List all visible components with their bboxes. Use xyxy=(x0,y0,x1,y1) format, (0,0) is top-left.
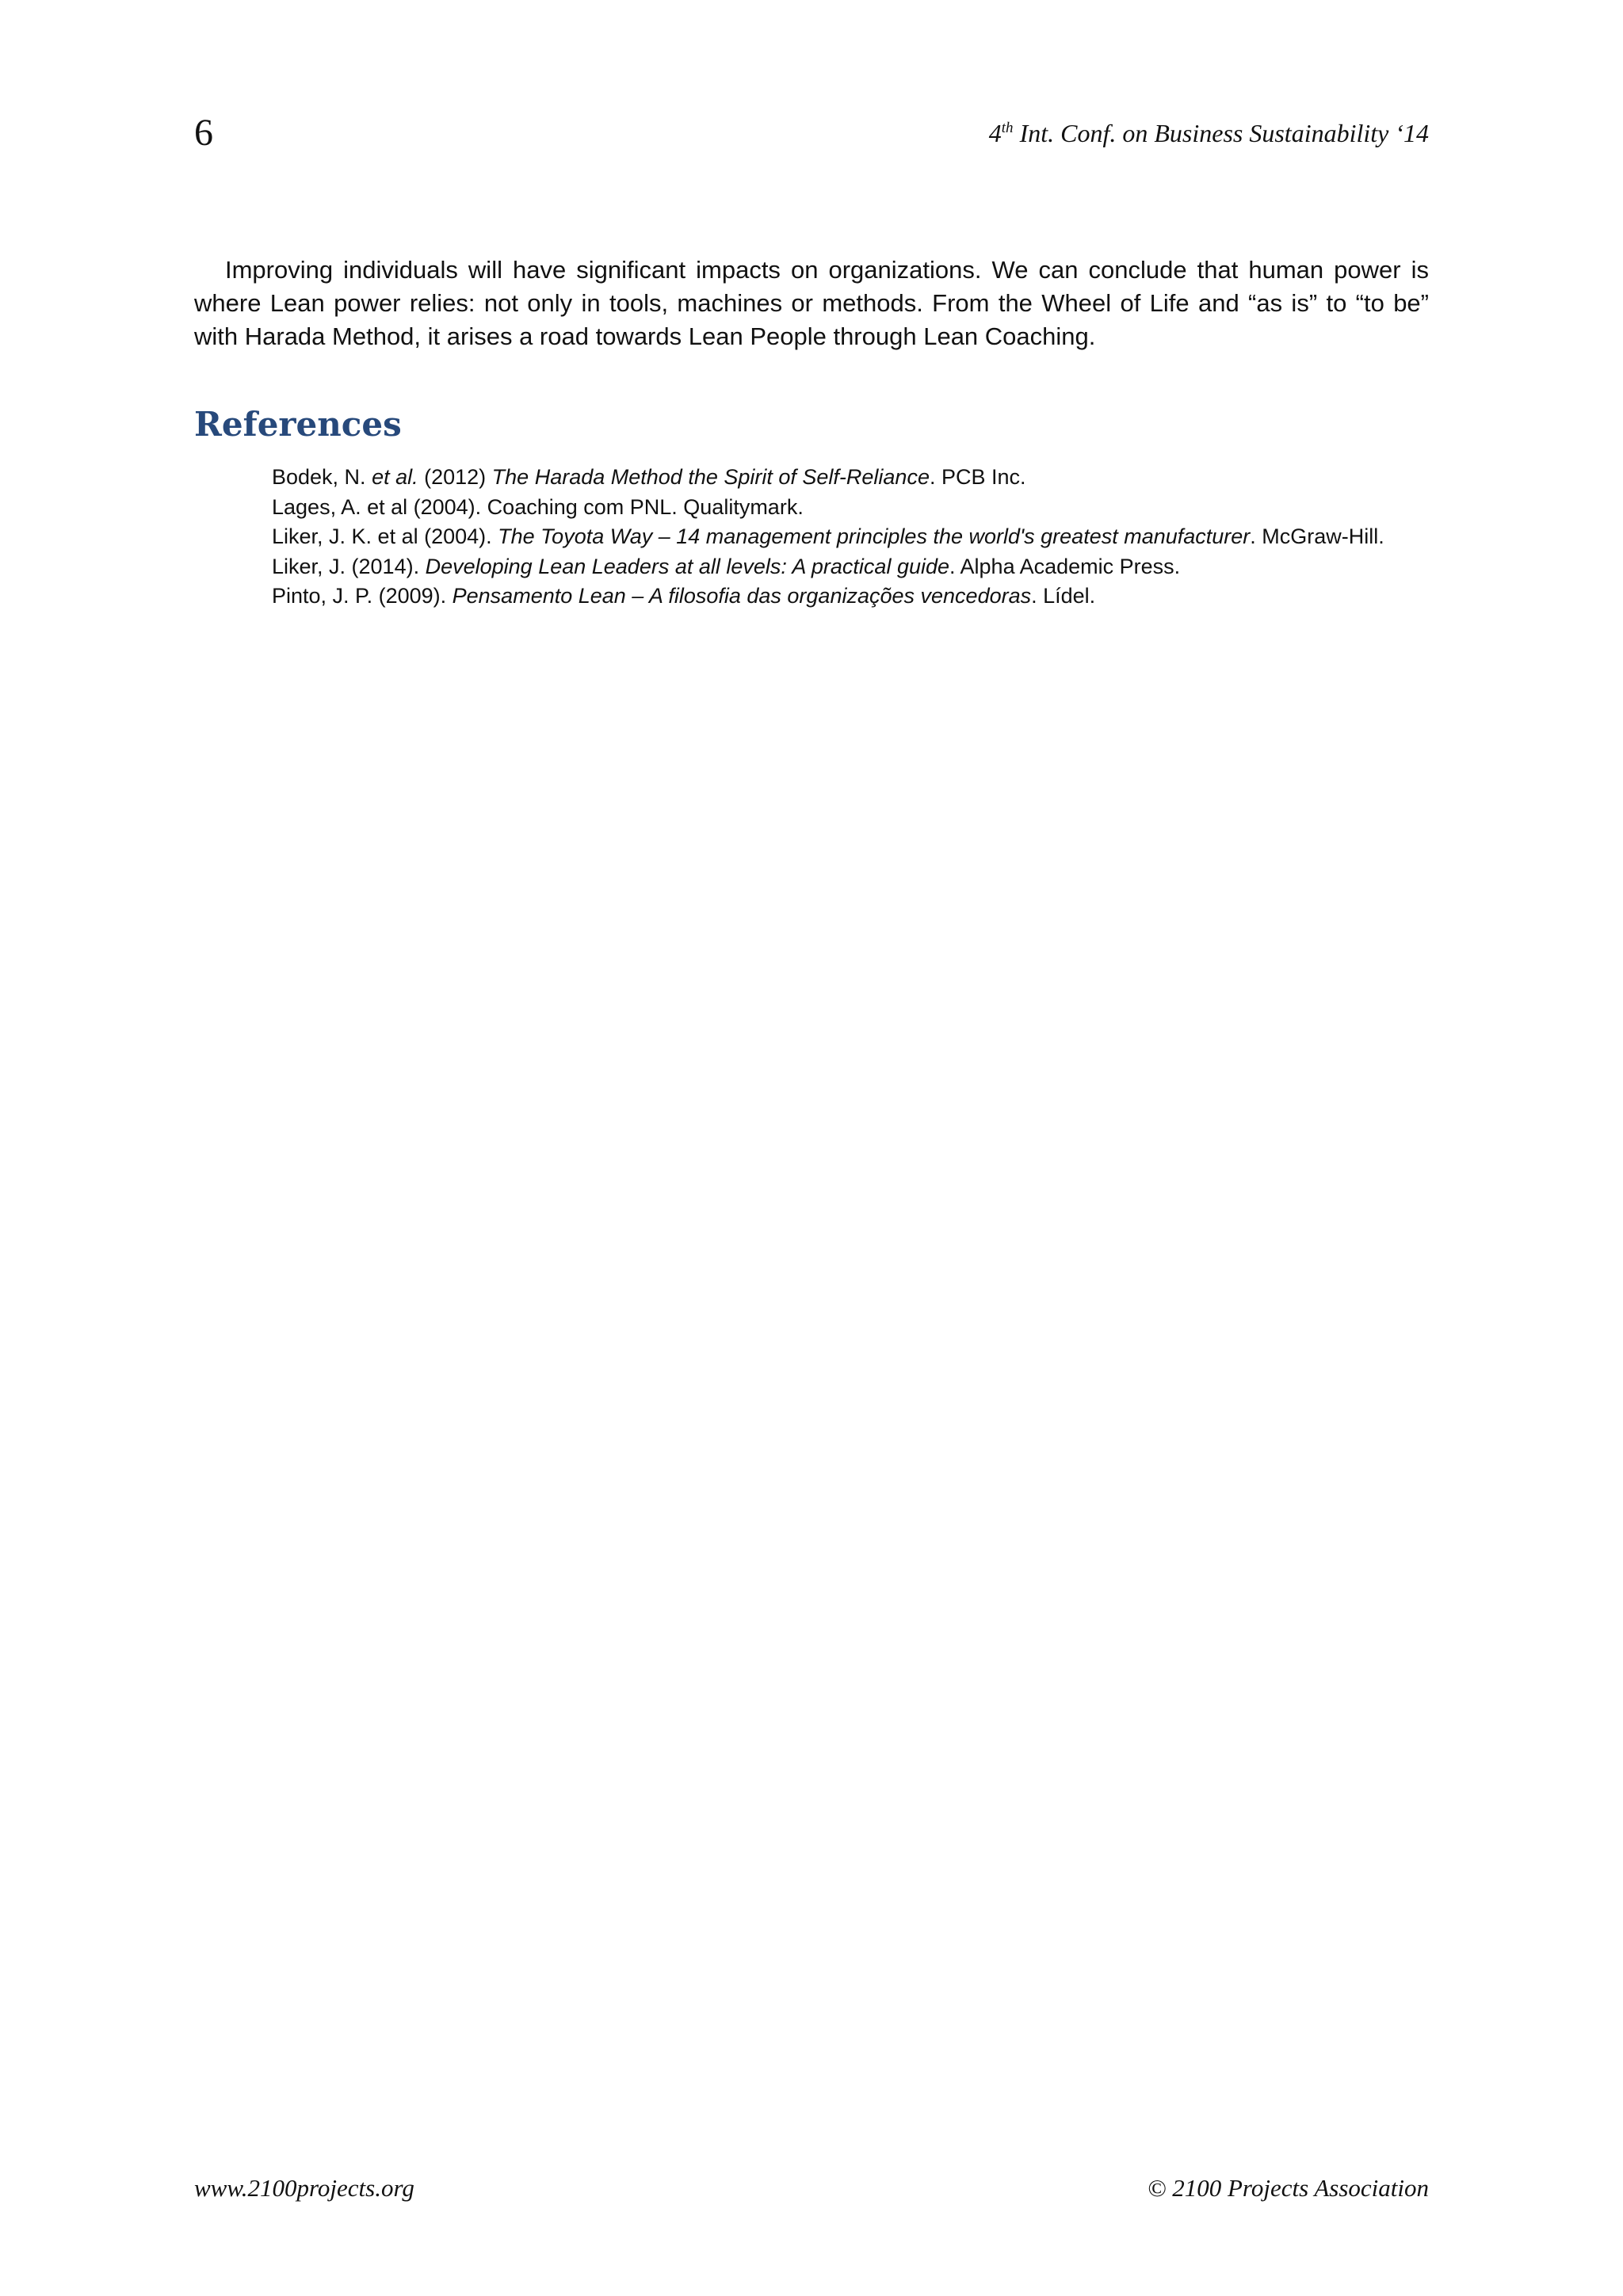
reference-item-liker-2004 xyxy=(272,522,1405,552)
references-list xyxy=(272,463,1405,612)
footer-website: www.2100projects.org xyxy=(194,2174,414,2202)
references-heading: References xyxy=(194,405,402,444)
reference-text: Bodek, N. xyxy=(272,465,372,489)
reference-text: Liker, J. K. et al (2004). xyxy=(272,524,498,548)
reference-item-liker-2014 xyxy=(272,552,1405,582)
reference-item-bodek xyxy=(272,463,1405,493)
footer-copyright: © 2100 Projects Association xyxy=(1147,2174,1429,2202)
reference-text: . PCB Inc. xyxy=(929,465,1026,489)
reference-text: Pinto, J. P. (2009). xyxy=(272,584,453,608)
page-header xyxy=(194,109,1429,157)
reference-text: . Lídel. xyxy=(1031,584,1096,608)
reference-text: . Alpha Academic Press. xyxy=(949,554,1181,578)
running-title-superscript: th xyxy=(1001,120,1014,136)
page-number: 6 xyxy=(194,112,213,154)
running-title xyxy=(989,117,1429,149)
reference-book-title: The Harada Method the Spirit of Self-Reliance xyxy=(491,465,930,489)
reference-book-title: Developing Lean Leaders at all levels: A practical guide xyxy=(425,554,950,578)
reference-italic-text: et al. xyxy=(372,465,418,489)
reference-text: . McGraw-Hill. xyxy=(1250,524,1384,548)
reference-book-title: Pensamento Lean – A filosofia das organizações vencedoras xyxy=(452,584,1032,608)
reference-item-lages xyxy=(272,493,1405,523)
reference-text: Lages, A. et al (2004). Coaching com PNL. Qualitymark. xyxy=(272,494,804,519)
reference-book-title: The Toyota Way – 14 management principles the world's greatest manufacturer xyxy=(498,524,1251,548)
page-footer xyxy=(194,2172,1429,2207)
reference-item-pinto xyxy=(272,582,1405,612)
running-title-ordinal: 4 xyxy=(988,119,1002,147)
reference-text: Liker, J. (2014). xyxy=(272,554,426,578)
running-title-text: Int. Conf. on Business Sustainability ‘14 xyxy=(1013,119,1429,147)
conclusion-paragraph: Improving individuals will have significant impacts on organizations. We can conclude that human power is where Lean power relies: not only in tools, machines or methods. From the Wheel of Life and “as is” to “to be” with Harada Method, it arises a road towards Lean People through Lean Coaching. xyxy=(194,256,1429,350)
body-text xyxy=(194,254,1429,353)
reference-text: (2012) xyxy=(418,465,492,489)
